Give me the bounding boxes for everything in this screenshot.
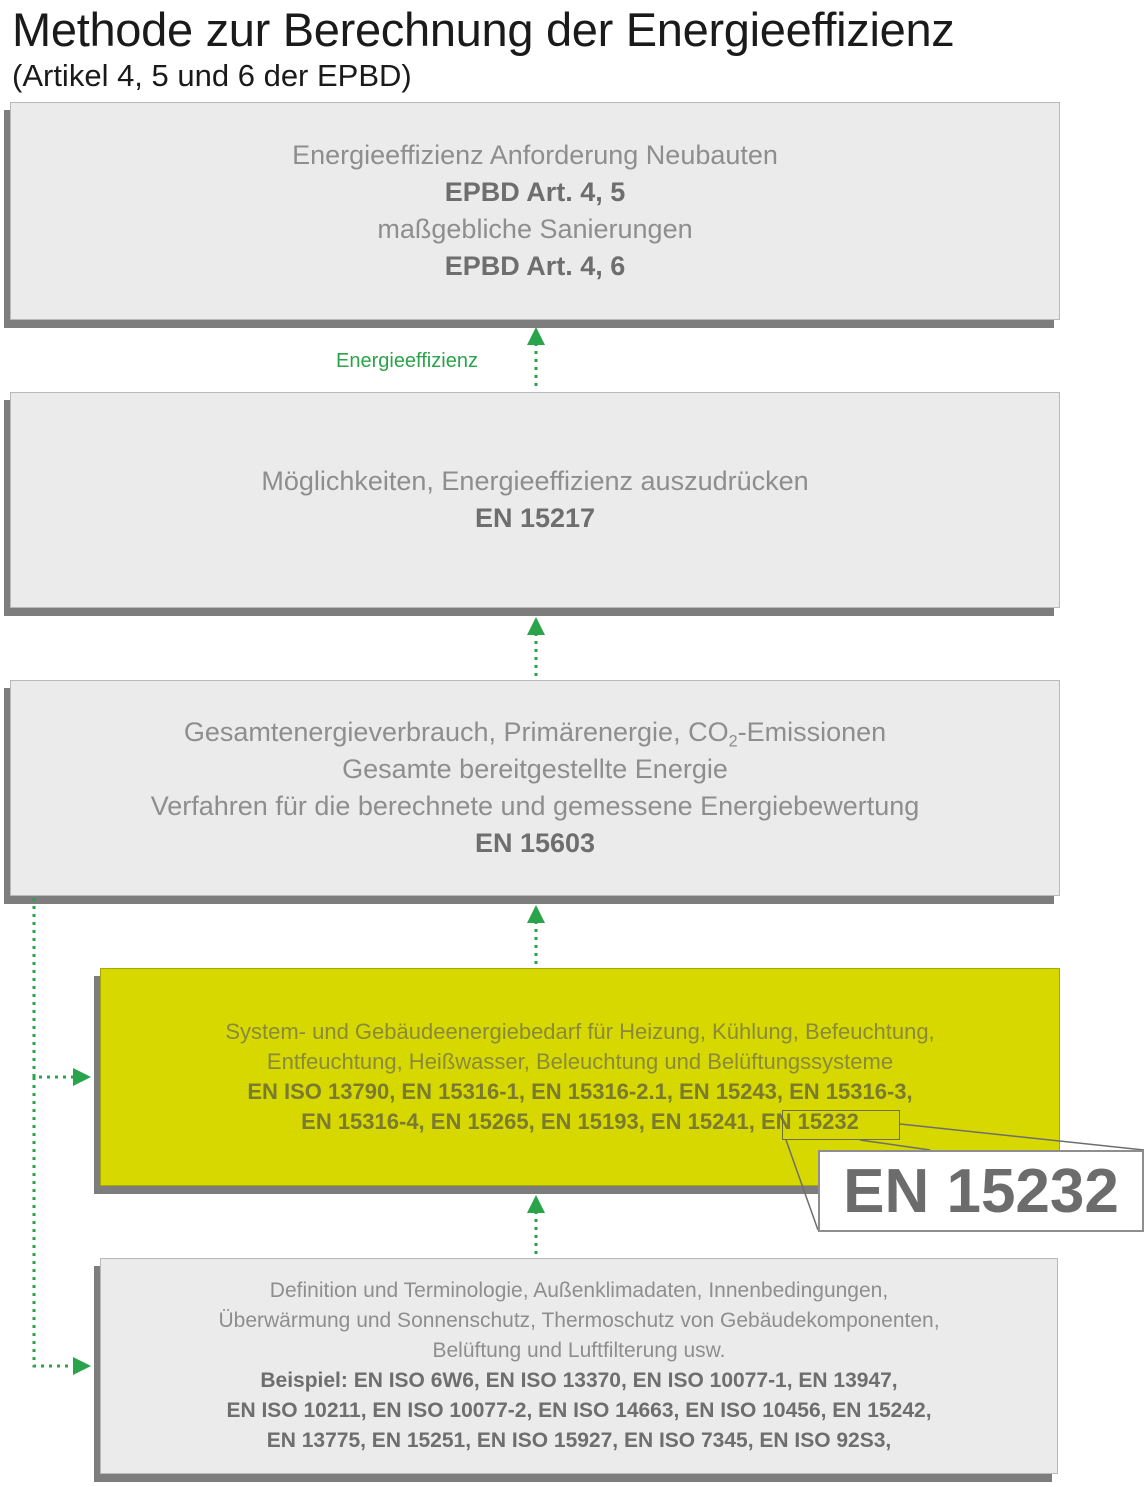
box5-line3: Belüftung und Luftfilterung usw. <box>432 1339 726 1362</box>
box5-line2: Überwärmung und Sonnenschutz, Thermoschutz von Gebäudekomponenten, <box>218 1309 940 1332</box>
diagram-title: Methode zur Berechnung der Energieeffizienz <box>12 3 955 56</box>
box-overall-energy <box>10 680 1060 896</box>
box3-line2: Gesamte bereitgestellte Energie <box>342 754 728 784</box>
box4-line2: Entfeuchtung, Heißwasser, Beleuchtung und Belüftungssysteme <box>266 1049 894 1074</box>
arrow-label-energieeffizienz: Energieeffizienz <box>336 350 478 372</box>
callout-en15232: EN 15232 <box>818 1150 1144 1232</box>
box4-line1: System- und Gebäudeenergiebedarf für Heizung, Kühlung, Befeuchtung, <box>225 1019 935 1044</box>
box3-line1-b: -Emissionen <box>737 717 887 747</box>
box-definitions-terminology <box>100 1258 1058 1474</box>
box2-line1: Möglichkeiten, Energieeffizienz auszudrücken <box>261 466 809 496</box>
box4-line3: EN ISO 13790, EN 15316-1, EN 15316-2.1, EN 15243, EN 15316-3, <box>247 1079 913 1104</box>
box3-line1 <box>184 714 886 751</box>
box5-line6: EN 13775, EN 15251, EN ISO 15927, EN ISO 7345, EN ISO 92S3, <box>266 1429 892 1452</box>
box4-line4: EN 15316-4, EN 15265, EN 15193, EN 15241, EN 15232 <box>301 1109 859 1134</box>
arrow-side-to-box4 <box>34 898 82 1077</box>
box3-line3: Verfahren für die berechnete und gemessene Energiebewertung <box>150 791 920 821</box>
box2-line2: EN 15217 <box>474 503 596 533</box>
box-energy-requirements <box>10 102 1060 320</box>
box1-line2: EPBD Art. 4, 5 <box>444 177 626 207</box>
box5-line4: Beispiel: EN ISO 6W6, EN ISO 13370, EN ISO 10077-1, EN 13947, <box>260 1369 898 1392</box>
en15232-highlight-frame <box>782 1110 900 1140</box>
arrow-side-to-box5 <box>34 1077 82 1366</box>
box3-line1-a: Gesamtenergieverbrauch, Primärenergie, CO <box>183 717 729 747</box>
box1-line4: EPBD Art. 4, 6 <box>444 251 626 281</box>
box3-line4: EN 15603 <box>474 828 596 858</box>
box3-line1-sub: 2 <box>728 732 738 751</box>
box1-line3: maßgebliche Sanierungen <box>377 214 693 244</box>
box1-line1: Energieeffizienz Anforderung Neubauten <box>292 140 778 170</box>
box5-line1: Definition und Terminologie, Außenklimadaten, Innenbedingungen, <box>269 1279 889 1302</box>
box-expression-options <box>10 392 1060 608</box>
box5-line5: EN ISO 10211, EN ISO 10077-2, EN ISO 14663, EN ISO 10456, EN 15242, <box>226 1399 932 1422</box>
diagram-subtitle: (Artikel 4, 5 und 6 der EPBD) <box>12 58 412 93</box>
